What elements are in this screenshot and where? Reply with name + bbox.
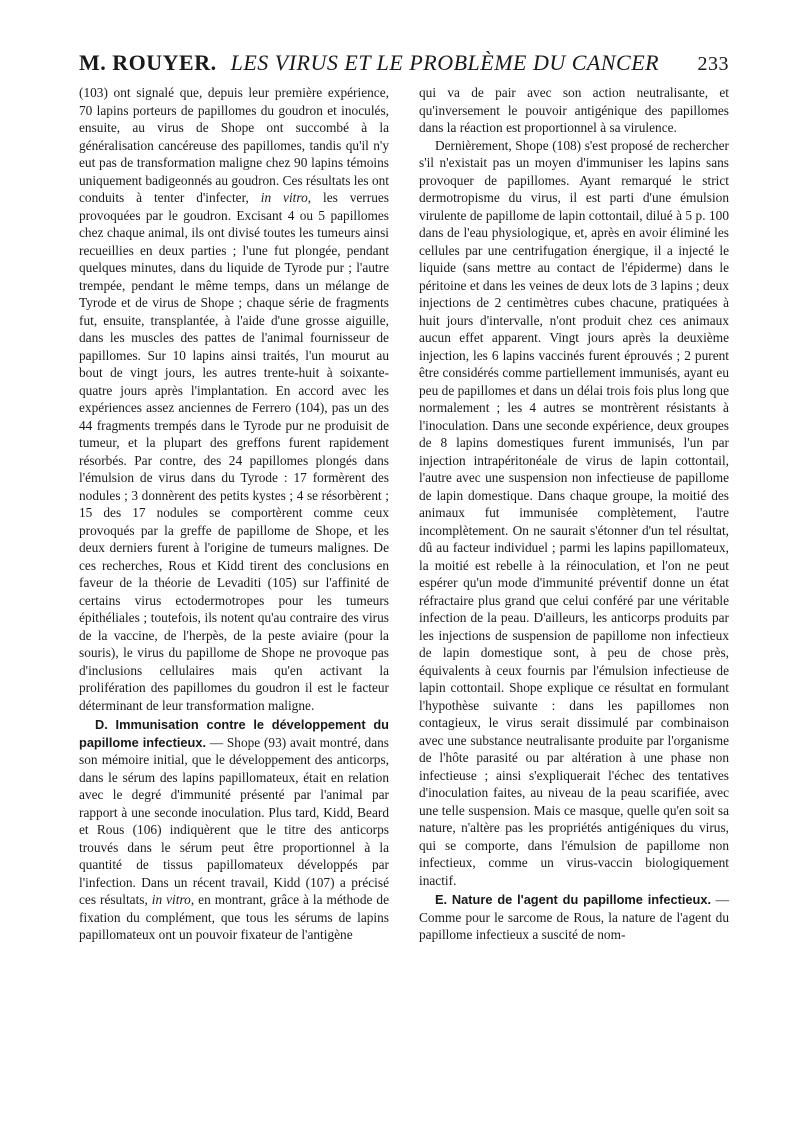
text-run: (103) ont signalé que, depuis leur première expérience, 70 lapins porteurs de papillomes du goudron et inoculés, ensuite, au virus de Shope ont succombé à la généralisation cancéreuse des papillomes, tandis qu'il n'y eut pas de transformation maligne chez 90 lapins témoins uniquement badigeonnés au goudron. Ces résultats les ont conduits à tenter d'infecter, [79, 85, 389, 205]
paragraph [79, 84, 389, 714]
text-run: — Comme pour le sarcome de Rous, la nature de l'agent du papillome infectieux a suscité de nom- [419, 892, 729, 942]
section-d-heading: D. Immunisation contre le développement du papillome infectieux. [79, 717, 389, 750]
paragraph: Dernièrement, Shope (108) s'est proposé de rechercher s'il n'existait pas un moyen d'immuniser les lapins sans provoquer de papillomes. Ayant remarqué le strict dermotropisme du virus, il est parti d'une émulsion virulente de papillome de lapin cottontail, dilué à 5 p. 100 dans de l'eau physiologique, et, après en avoir éliminé les cellules par une centrifugation énergique, il a injecté le liquide (sans mettre au contact de l'épiderme) dans le péritoine et dans les veines de deux lots de 3 lapins ; deux injections de 2 centimètres cubes chacune, pratiquées à huit jours d'intervalle, n'ont produit chez ces animaux aucun effet apparent. Vingt jours après la deuxième injection, les 6 lapins vaccinés furent éprouvés ; 2 purent être considérés comme partiellement immunisés, ayant eu peu de papillomes et dans un délai trois fois plus long que normalement ; les 4 autres se montrèrent résistants à l'inoculation. Dans une seconde expérience, deux groupes de 8 lapins domestiques furent immunisés, l'un par injection intrapéritonéale de virus de lapin cottontail, l'autre avec une suspension non infectieuse de papillome de lapin domestique. Dans chaque groupe, la moitié des animaux fut immunisée complètement, l'autre incomplètement. On ne saurait s'étonner d'un tel résultat, dû au facteur individuel ; parmi les lapins papillomateux, la moitié est rebelle à la réinoculation, et l'on ne peut espérer qu'un mode d'immunité préventif donne un état réfractaire plus grand que celui conféré par une véritable infection de la peau. D'ailleurs, les anticorps produits par les injections de suspension de papillome non infectieux de lapin domestique sont, à peu de chose près, équivalents à ceux fournis par l'émulsion infectieuse de lapin cottontail. Shope explique ce résultat en formulant l'hypothèse suivante : dans les papillomes non contagieux, le virus serait dissimulé par combinaison avec une substance neutralisante produite par l'organisme de l'hôte parasité ou par altération à une phase non infectieuse ; ainsi s'expliquerait l'échec des tentatives d'inoculation faites, au niveau de la peau scarifiée, avec une telle suspension. Mais ce masque, quelle qu'en soit sa nature, n'altère pas les propriétés antigéniques du virus, qui se comporte, dans l'émulsion de papillome non infectieux, comme un virus-vaccin biologiquement inactif. [419, 137, 729, 888]
section-e [419, 891, 729, 944]
text-run: , en montrant, grâce à la méthode de fixation du complément, que tous les sérums de lapins papillomateux ont un pouvoir fixateur de l'antigène [79, 892, 390, 942]
page-number: 233 [697, 53, 729, 75]
section-d [79, 716, 389, 944]
left-column [79, 84, 389, 944]
right-column [419, 84, 729, 944]
paragraph: qui va de pair avec son action neutralisante, et qu'inversement le pouvoir antigénique des papillomes dans la réaction est proportionnel à sa virulence. [419, 85, 729, 135]
section-e-heading: E. Nature de l'agent du papillome infectieux. [435, 892, 712, 907]
text-run: — Shope (93) avait montré, dans son mémoire initial, que le développement des anticorps, dans le sérum des lapins papillomateux, était en relation avec le degré d'immunité présenté par l'animal par rapport à une seconde inoculation. Plus tard, Kidd, Beard et Rous (106) indiquèrent que le titre des anticorps trouvés dans le sérum peut être proportionnel à la quantité de tissus papillomateux développés par l'infection. Dans un récent travail, Kidd (107) a précisé ces résultats, [79, 734, 389, 907]
italic-term: in vitro [260, 190, 308, 205]
text-run: , les verrues provoquées par le goudron. Excisant 4 ou 5 papillomes chez chaque animal, ils ont divisé toutes les tumeurs ainsi recueillies en deux parties ; l'une fut plongée, pendant quelques minutes, dans du liquide de Tyrode pur ; l'autre trempée, pendant le même temps, dans un mélange de Tyrode et de virus de Shope ; chaque série de fragments fut, ensuite, transplantée, à l'aide d'une grosse aiguille, dans les muscles des pattes de l'animal fournisseur de papillomes. Sur 10 lapins ainsi traités, l'un mourut au bout de vingt jours, les autres trente-huit à soixante-quatre jours après l'implantation. En accord avec les expériences assez anciennes de Ferrero (104), pas un des 44 fragments trempés dans le Tyrode pur ne produisit de tumeur, et la plupart des greffons furent rapidement résorbés. Par contre, des 24 papillomes plongés dans l'émulsion de virus dans du Tyrode : 17 formèrent des nodules ; 3 donnèrent des petits kystes ; 4 se résorbèrent ; 15 des 17 nodules se comportèrent comme ceux provoqués par la greffe de papillome de Shope, et les deux derniers furent à l'origine de tumeurs malignes. De ces recherches, Rous et Kidd tirent des conclusions en faveur de la théorie de Levaditi (105) sur l'affinité de certains virus ectodermotropes pour les tumeurs épithéliales ; toutefois, ils notent qu'au contraire des virus de la vaccine, de l'herpès, de la peste aviaire (pour la souris), le virus du papillome de Shope ne provoque pas d'inclusions cellulaires mais qu'en activant la prolifération des papillomes du goudron il est le facteur déterminant de leur transformation maligne. [79, 190, 389, 713]
header-left [79, 50, 659, 76]
italic-term: in vitro [151, 892, 191, 907]
text-columns [79, 84, 729, 944]
running-header [79, 50, 729, 76]
header-title: LES VIRUS ET LE PROBLÈME DU CANCER [230, 50, 660, 75]
header-author: M. ROUYER. [79, 50, 217, 75]
